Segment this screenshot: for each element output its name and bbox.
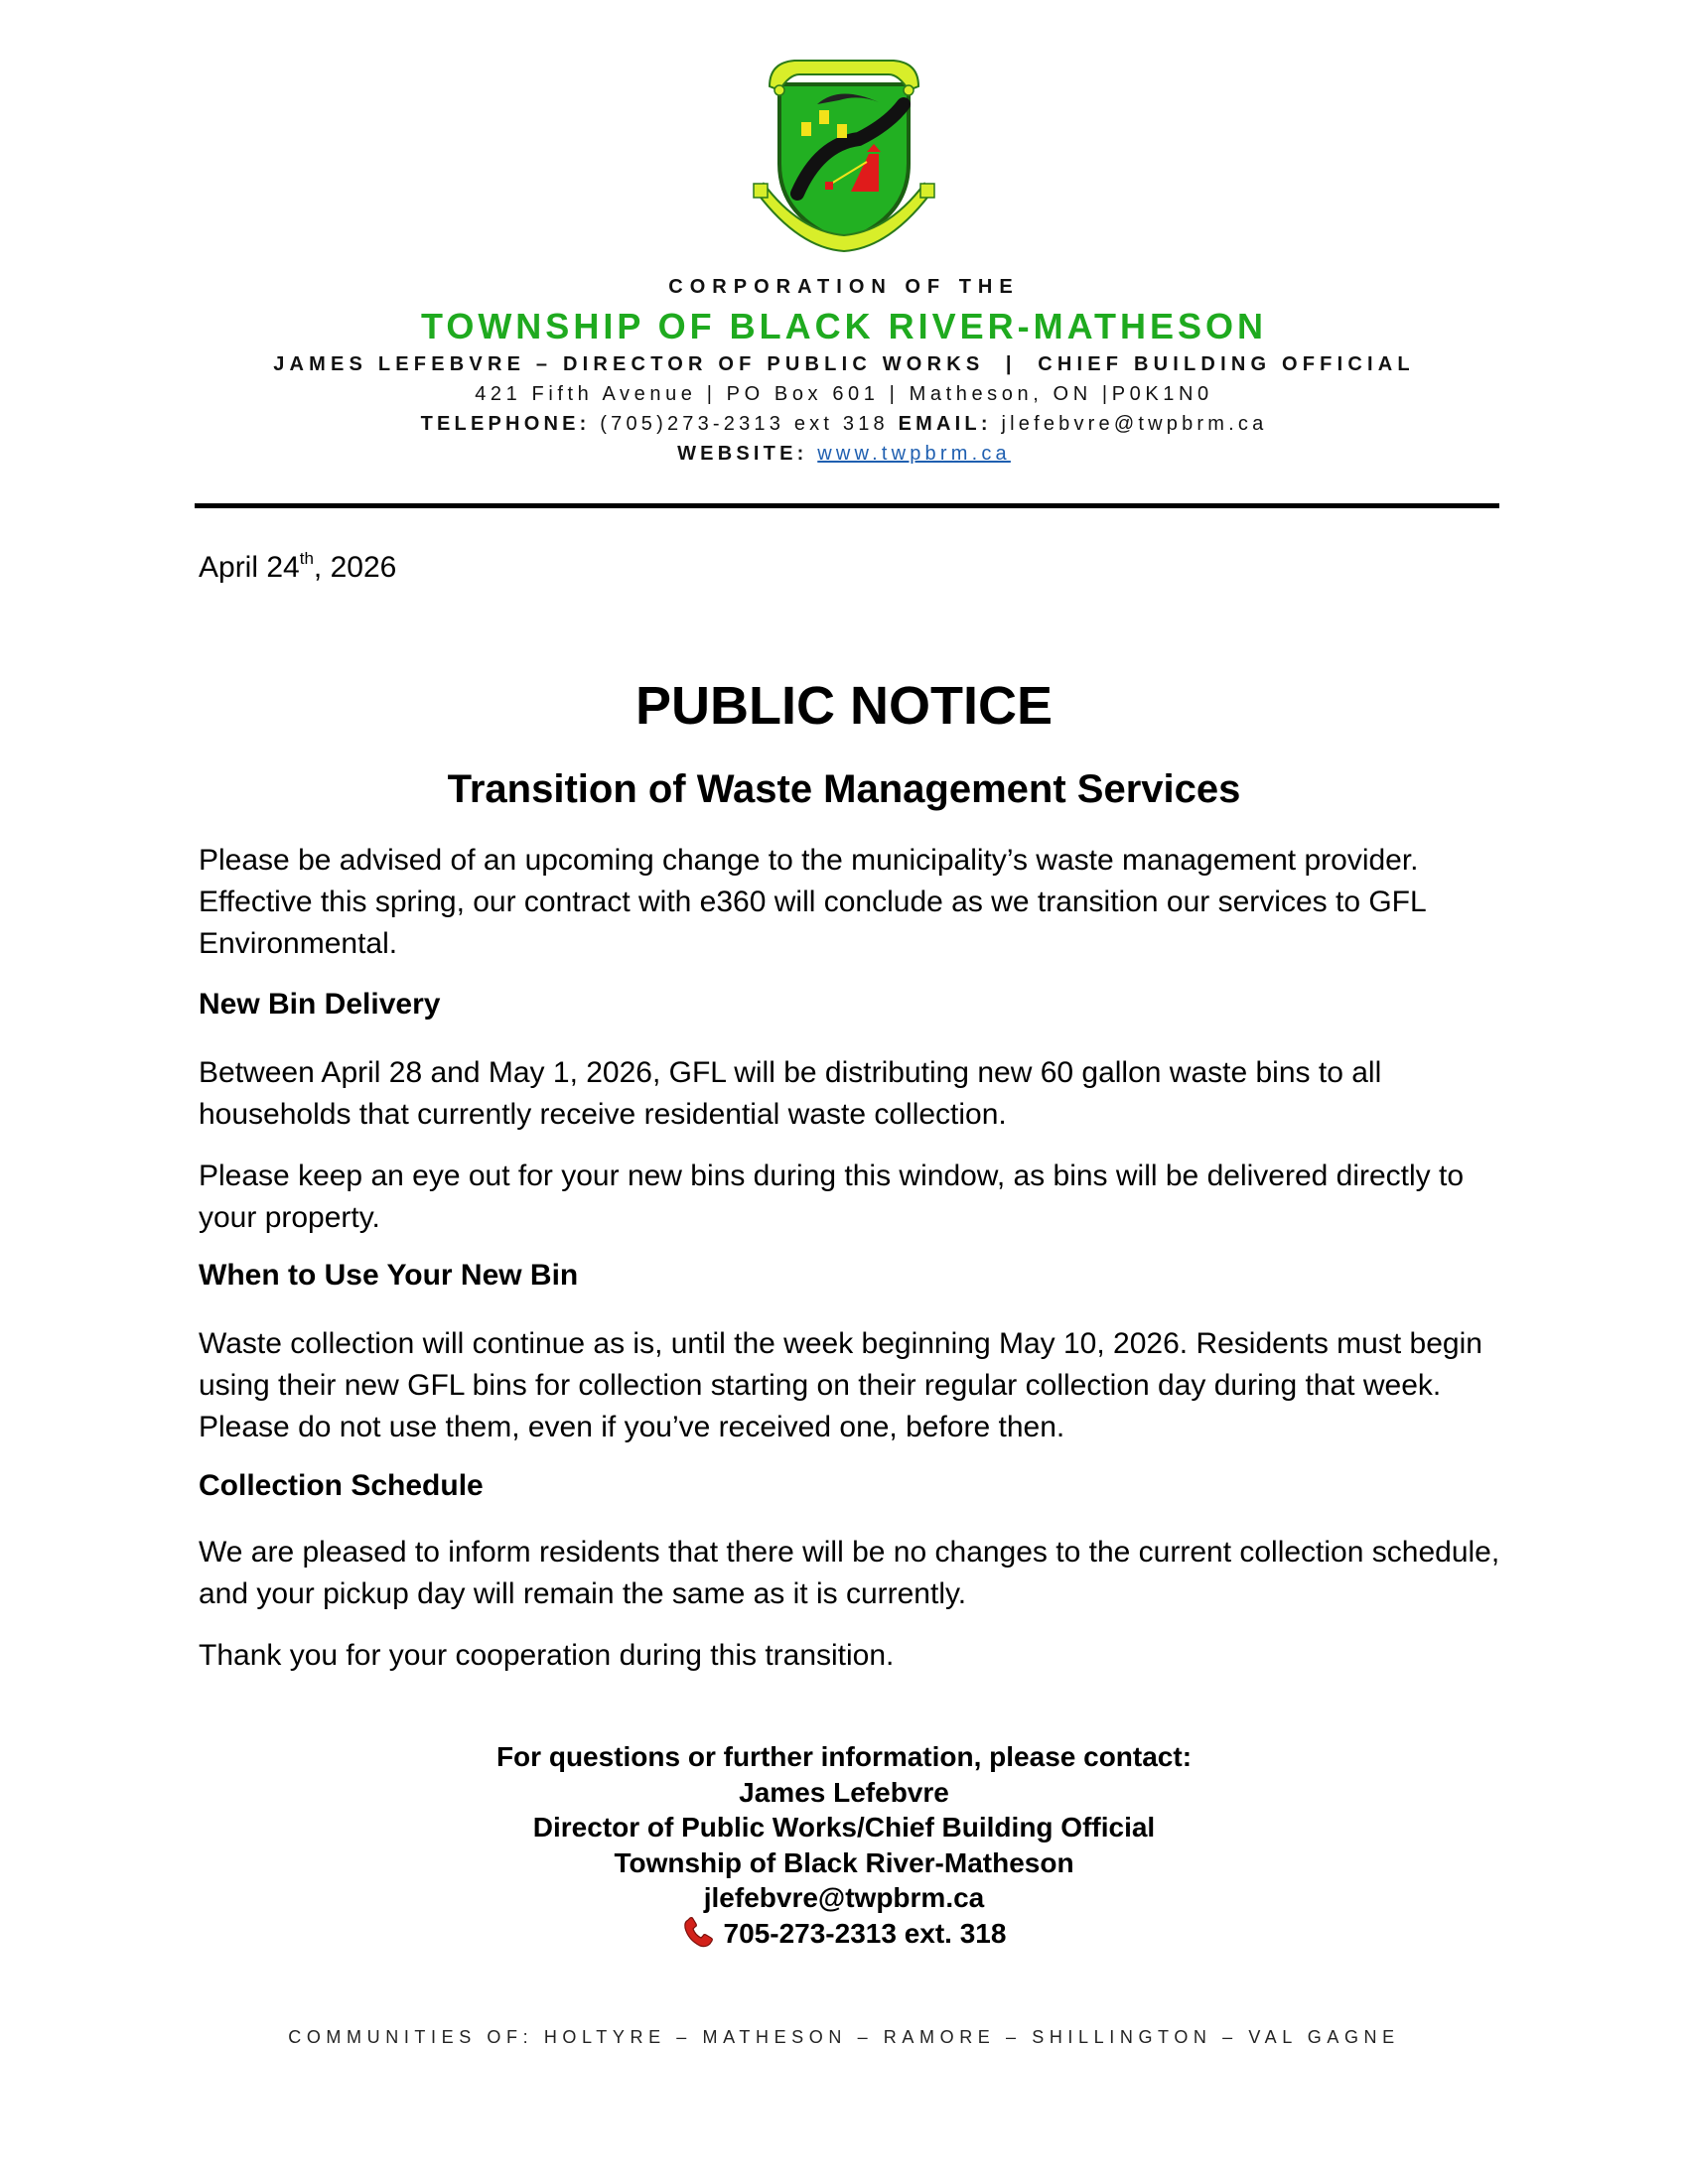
contact-phone-row <box>682 1916 1007 1952</box>
contact-title: Director of Public Works/Chief Building Official <box>532 1812 1156 1843</box>
corporation-line: CORPORATION OF THE <box>668 276 1020 298</box>
telephone-label: TELEPHONE: <box>420 413 591 435</box>
notice-subtitle: Transition of Waste Management Services <box>447 767 1241 811</box>
township-crest-logo <box>740 45 948 258</box>
contact-phone[interactable]: 705-273-2313 ext. 318 <box>723 1917 1007 1949</box>
section-heading-new-bin-delivery: New Bin Delivery <box>199 988 441 1021</box>
director-line: JAMES LEFEBVRE – DIRECTOR OF PUBLIC WORKS | CHIEF BUILDING OFFICIAL <box>273 353 1415 375</box>
footer-communities: COMMUNITIES OF: HOLTYRE – MATHESON – RAMORE – SHILLINGTON – VAL GAGNE <box>288 2027 1400 2047</box>
contact-email[interactable]: jlefebvre@twpbrm.ca <box>703 1882 985 1913</box>
telephone-value: (705)273-2313 ext 318 <box>600 413 889 435</box>
crest-icon <box>740 45 948 258</box>
date-day: April 24 <box>199 551 300 584</box>
closing-paragraph: Thank you for your cooperation during this transition. <box>199 1639 895 1672</box>
header-divider <box>195 503 1499 508</box>
notice-date <box>199 549 396 585</box>
phone-icon <box>682 1916 716 1950</box>
paragraph-bin-delivery-watch: Please keep an eye out for your new bins during this window, as bins will be delivered directly to your property. <box>199 1160 1465 1234</box>
intro-paragraph: Please be advised of an upcoming change to the municipality’s waste management provider. Effective this spring, our contract with e360 will conclude as we transition our services to GFL Environmental. <box>199 844 1426 960</box>
website-line <box>0 443 1688 466</box>
contact-organization: Township of Black River-Matheson <box>614 1846 1074 1878</box>
paragraph-collection-schedule: We are pleased to inform residents that there will be no changes to the current collection schedule, and your pickup day will remain the same as it is currently. <box>199 1536 1500 1610</box>
section-heading-when-to-use: When to Use Your New Bin <box>199 1259 579 1292</box>
address-line: 421 Fifth Avenue | PO Box 601 | Matheson, ON |P0K1N0 <box>475 383 1213 405</box>
contact-intro: For questions or further information, please contact: <box>495 1741 1193 1772</box>
paragraph-bin-delivery-dates: Between April 28 and May 1, 2026, GFL will be distributing new 60 gallon waste bins to all households that currently receive residential waste collection. <box>199 1056 1382 1131</box>
date-ordinal: th <box>299 549 314 568</box>
notice-title: PUBLIC NOTICE <box>634 676 1053 736</box>
website-label: WEBSITE: <box>677 443 808 465</box>
contact-block <box>0 1739 1688 1959</box>
township-name: TOWNSHIP OF BLACK RIVER-MATHESON <box>420 306 1267 346</box>
telephone-email-line <box>0 413 1688 436</box>
email-label: EMAIL: <box>898 413 992 435</box>
date-year: , 2026 <box>313 551 397 584</box>
email-value: jlefebvre@twpbrm.ca <box>1001 413 1268 435</box>
website-link[interactable]: www.twpbrm.ca <box>817 443 1011 465</box>
paragraph-when-to-use: Waste collection will continue as is, until the week beginning May 10, 2026. Residents must begin using their new GFL bins for collection starting on their regular collection day during that week. Please do not use them, even if you’ve received one, before then. <box>199 1327 1482 1443</box>
contact-name: James Lefebvre <box>739 1776 949 1808</box>
section-heading-collection-schedule: Collection Schedule <box>199 1469 484 1502</box>
